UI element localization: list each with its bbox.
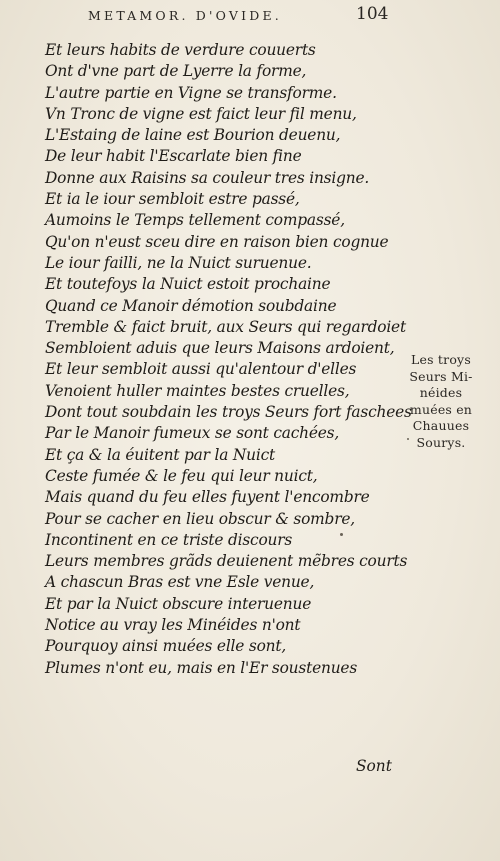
verse-line: Plumes n'ont eu, mais en l'Er soustenues [45,658,358,677]
marginal-note-line: néides [419,385,463,400]
verse-line: A chascun Bras est vne Esle venue, [45,573,315,592]
catchword: Sont [356,757,392,775]
verse-line: Notice au vray les Minéides n'ont [45,616,301,635]
verse-block [45,40,412,679]
marginal-note-line: Les troys [411,352,471,367]
verse-line: Par le Manoir fumeux se sont cachées, [45,424,340,443]
marginal-note-line: Chauues [412,418,470,433]
verse-line: Et par la Nuict obscure interuenue [45,594,312,613]
verse-line: Aumoins le Temps tellement compassé, [45,211,345,230]
ink-speck [340,533,343,536]
verse-line: Et leur sembloit aussi qu'alentour d'elles [45,360,357,379]
verse-line: Donne aux Raisins sa couleur tres insigne. [45,168,370,187]
verse-line: Et ça & la éuitent par la Nuict [45,445,275,464]
verse-line: Quand ce Manoir démotion soubdaine [45,296,337,315]
verse-line: Venoient huller maintes bestes cruelles, [45,381,350,400]
verse-line: Qu'on n'eust sceu dire en raison bien cognue [45,232,389,251]
verse-line: Tremble & faict bruit, aux Seurs qui regardoiet [45,317,406,336]
verse-line: Le iour failli, ne la Nuict suruenue. [45,253,312,272]
marginal-note-line: Sourys. [416,434,466,450]
verse-line: Pourquoy ainsi muées elle sont, [45,637,287,656]
verse-line: Et ia le iour sembloit estre passé, [45,190,300,209]
marginal-note [396,352,486,451]
marginal-note-line: Seurs Mi- [409,368,473,384]
verse-line: L'Estaing de laine est Bourion deuenu, [45,126,341,145]
running-title: METAMOR. D'OVIDE. [88,8,282,23]
verse-line: Incontinent en ce triste discours [45,530,293,549]
verse-line: L'autre partie en Vigne se transforme. [45,83,337,102]
verse-line: De leur habit l'Escarlate bien fine [45,147,302,166]
verse-line: Ont d'vne part de Lyerre la forme, [45,62,307,81]
verse-line: Mais quand du feu elles fuyent l'encombre [45,488,370,507]
marginal-note-line: muées en [409,401,473,417]
verse-line: Leurs membres grãds deuienent mẽbres courts [45,552,408,571]
verse-line: Et toutefoys la Nuict estoit prochaine [45,275,331,294]
verse-line: Pour se cacher en lieu obscur & sombre, [45,509,355,528]
verse-line: Ceste fumée & le feu qui leur nuict, [45,466,318,485]
verse-line: Dont tout soubdain les troys Seurs fort faschees [45,403,412,422]
verse-line: Et leurs habits de verdure couuerts [45,41,316,59]
verse-line: Vn Tronc de vigne est faict leur fil menu, [45,104,357,123]
page-number: 104 [356,4,389,24]
verse-line: Sembloient aduis que leurs Maisons ardoient, [45,339,395,358]
ink-speck [407,438,409,440]
